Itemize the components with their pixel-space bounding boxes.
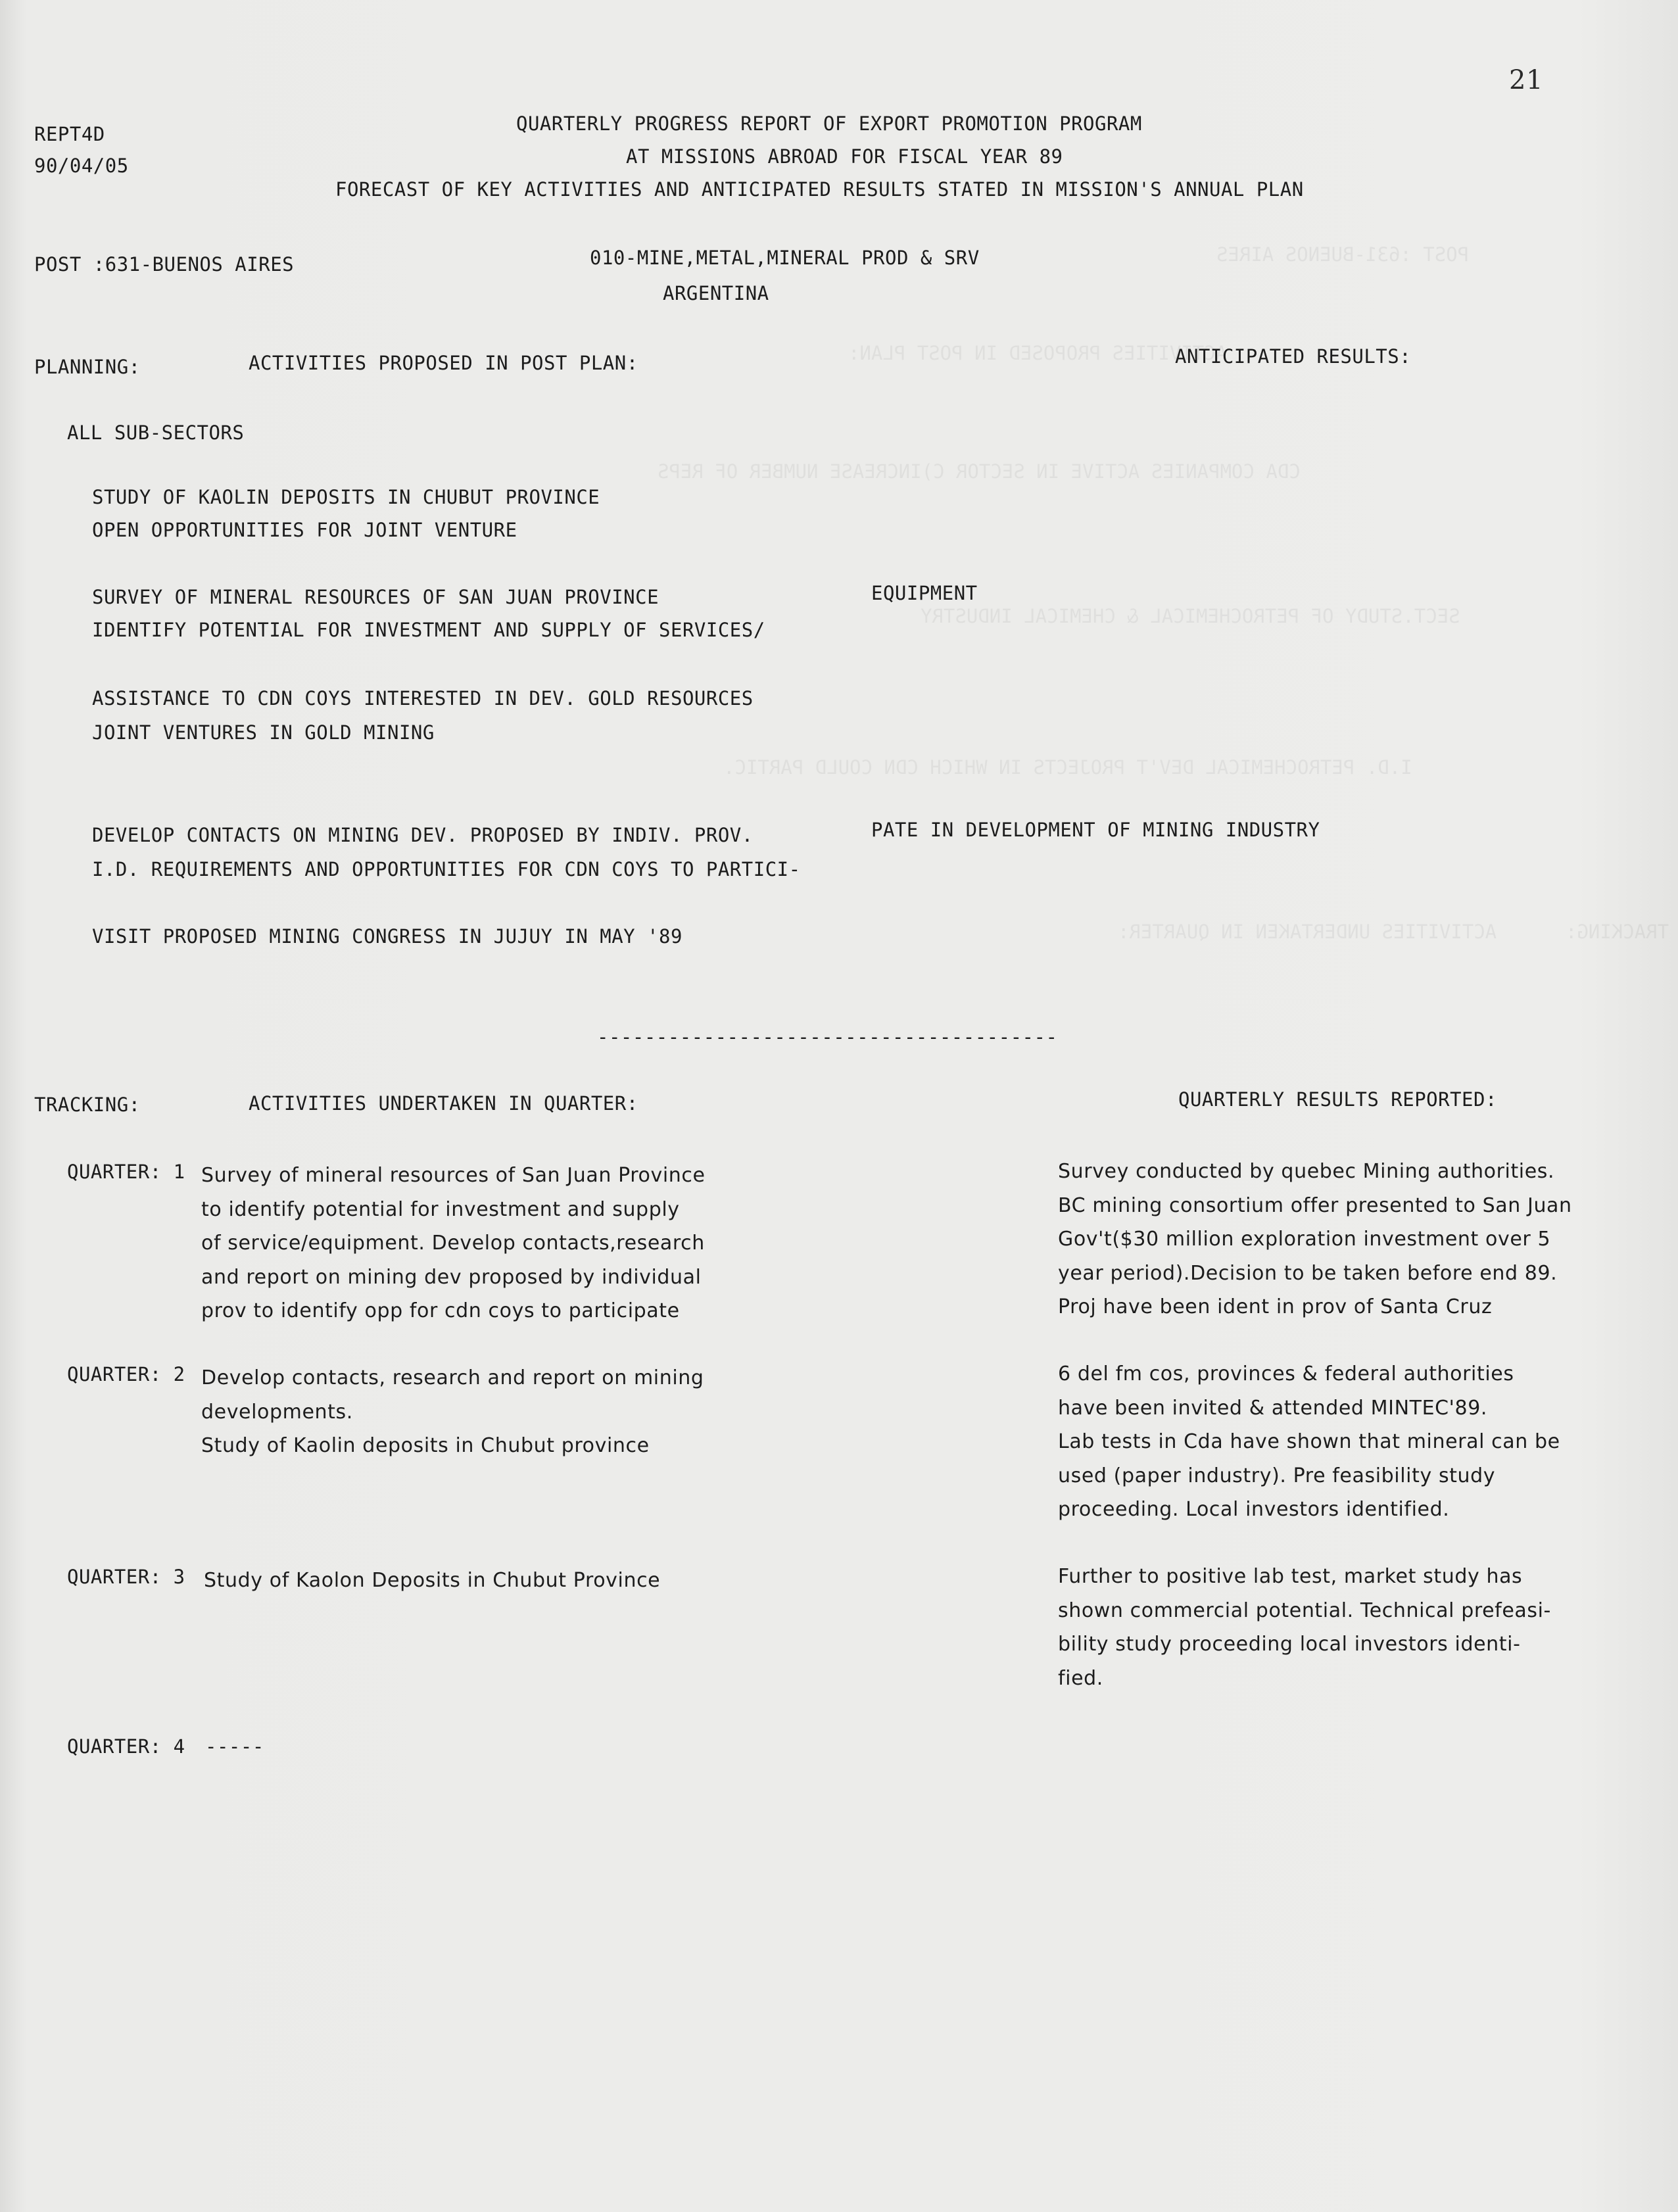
- activity-line: Study of Kaolon Deposits in Chubut Province: [204, 1569, 661, 1592]
- result-line: have been invited & attended MINTEC'89.: [1058, 1396, 1488, 1420]
- quarter-2-activity: [201, 1361, 704, 1463]
- planned-activity: JOINT VENTURES IN GOLD MINING: [92, 721, 435, 744]
- tracking-label: TRACKING:: [34, 1094, 141, 1116]
- quarter-3-result: [1058, 1560, 1551, 1695]
- anticipated-results-heading: ANTICIPATED RESULTS:: [1175, 345, 1412, 368]
- report-title-line-2: AT MISSIONS ABROAD FOR FISCAL YEAR 89: [626, 145, 1063, 168]
- result-line: Proj have been ident in prov of Santa Cruz: [1058, 1295, 1493, 1318]
- activity-line: prov to identify opp for cdn coys to participate: [201, 1299, 680, 1322]
- report-date: 90/04/05: [34, 155, 129, 177]
- quarter-1-label: QUARTER: 1: [67, 1161, 185, 1183]
- show-through-text: CDA COMPANIES ACTIVE IN SECTOR C)INCREASE NUMBER OF REPS: [658, 460, 1301, 483]
- result-line: Further to positive lab test, market study has: [1058, 1565, 1523, 1588]
- result-line: Lab tests in Cda have shown that mineral can be: [1058, 1430, 1560, 1453]
- result-line: Gov't($30 million exploration investment over 5: [1058, 1228, 1551, 1251]
- report-id: REPT4D: [34, 123, 105, 145]
- result-line: used (paper industry). Pre feasibility study: [1058, 1464, 1496, 1487]
- country-label: ARGENTINA: [663, 282, 769, 304]
- result-line: bility study proceeding local investors identi-: [1058, 1633, 1521, 1656]
- activity-line: Survey of mineral resources of San Juan Province: [201, 1164, 706, 1187]
- quarterly-results-heading: QUARTERLY RESULTS REPORTED:: [1178, 1088, 1497, 1111]
- post-label: POST :631-BUENOS AIRES: [34, 253, 295, 276]
- planned-activity: OPEN OPPORTUNITIES FOR JOINT VENTURE: [92, 519, 517, 541]
- result-line: 6 del fm cos, provinces & federal authorities: [1058, 1362, 1514, 1385]
- show-through-text: ACTIVITIES PROPOSED IN POST PLAN:: [848, 342, 1228, 364]
- show-through-text: TRACKING: ACTIVITIES UNDERTAKEN IN QUARTER:: [1118, 921, 1669, 943]
- quarter-2-label: QUARTER: 2: [67, 1363, 185, 1385]
- result-line: fied.: [1058, 1666, 1103, 1690]
- activity-line: of service/equipment. Develop contacts,research: [201, 1232, 705, 1255]
- quarter-2-result: [1058, 1357, 1560, 1527]
- activity-line: and report on mining dev proposed by individual: [201, 1265, 702, 1289]
- show-through-text: SECT.STUDY OF PETROCHEMICAL & CHEMICAL INDUSTRY: [921, 605, 1460, 627]
- planned-activity: SURVEY OF MINERAL RESOURCES OF SAN JUAN PROVINCE: [92, 586, 659, 608]
- result-line: Survey conducted by quebec Mining authorities.: [1058, 1160, 1555, 1183]
- report-title-line-1: QUARTERLY PROGRESS REPORT OF EXPORT PROMOTION PROGRAM: [516, 112, 1142, 135]
- planned-activity: VISIT PROPOSED MINING CONGRESS IN JUJUY IN MAY '89: [92, 925, 683, 948]
- quarter-3-label: QUARTER: 3: [67, 1566, 185, 1588]
- result-line: BC mining consortium offer presented to San Juan: [1058, 1193, 1572, 1217]
- sector-label: 010-MINE,METAL,MINERAL PROD & SRV: [590, 247, 980, 269]
- show-through-text: I.D. PETROCHEMICAL DEV'T PROJECTS IN WHICH CDN COULD PARTIC.: [723, 756, 1412, 779]
- planned-activity: ASSISTANCE TO CDN COYS INTERESTED IN DEV. GOLD RESOURCES: [92, 687, 754, 709]
- activity-line: Study of Kaolin deposits in Chubut province: [201, 1434, 650, 1457]
- report-title-line-3: FORECAST OF KEY ACTIVITIES AND ANTICIPATED RESULTS STATED IN MISSION'S ANNUAL PLAN: [335, 178, 1304, 201]
- planning-label: PLANNING:: [34, 356, 141, 378]
- quarter-4-activity: -----: [205, 1735, 264, 1758]
- planned-activity: STUDY OF KAOLIN DEPOSITS IN CHUBUT PROVINCE: [92, 486, 600, 508]
- activity-line: to identify potential for investment and supply: [201, 1197, 680, 1221]
- show-through-text: POST :631-BUENOS AIRES: [1216, 243, 1470, 266]
- quarter-4-label: QUARTER: 4: [67, 1735, 185, 1758]
- section-separator: ---------------------------------------: [597, 1026, 1058, 1048]
- sub-sectors-label: ALL SUB-SECTORS: [67, 421, 245, 444]
- anticipated-result: PATE IN DEVELOPMENT OF MINING INDUSTRY: [871, 819, 1320, 841]
- quarter-1-activity: [201, 1159, 706, 1328]
- result-line: year period).Decision to be taken before end 89.: [1058, 1261, 1558, 1285]
- planned-activity: I.D. REQUIREMENTS AND OPPORTUNITIES FOR CDN COYS TO PARTICI-: [92, 858, 801, 880]
- activity-line: Develop contacts, research and report on mining: [201, 1366, 704, 1389]
- quarter-1-result: [1058, 1155, 1572, 1324]
- activity-line: developments.: [201, 1400, 353, 1424]
- planned-activity: DEVELOP CONTACTS ON MINING DEV. PROPOSED BY INDIV. PROV.: [92, 824, 754, 846]
- result-line: proceeding. Local investors identified.: [1058, 1498, 1450, 1521]
- page-number: 21: [1509, 65, 1543, 95]
- result-line: shown commercial potential. Technical prefeasi-: [1058, 1599, 1551, 1622]
- anticipated-result: EQUIPMENT: [871, 582, 978, 604]
- planning-activities-heading: ACTIVITIES PROPOSED IN POST PLAN:: [249, 352, 638, 374]
- quarter-3-activity: [204, 1564, 660, 1598]
- tracking-activities-heading: ACTIVITIES UNDERTAKEN IN QUARTER:: [249, 1092, 638, 1115]
- planned-activity: IDENTIFY POTENTIAL FOR INVESTMENT AND SUPPLY OF SERVICES/: [92, 619, 765, 641]
